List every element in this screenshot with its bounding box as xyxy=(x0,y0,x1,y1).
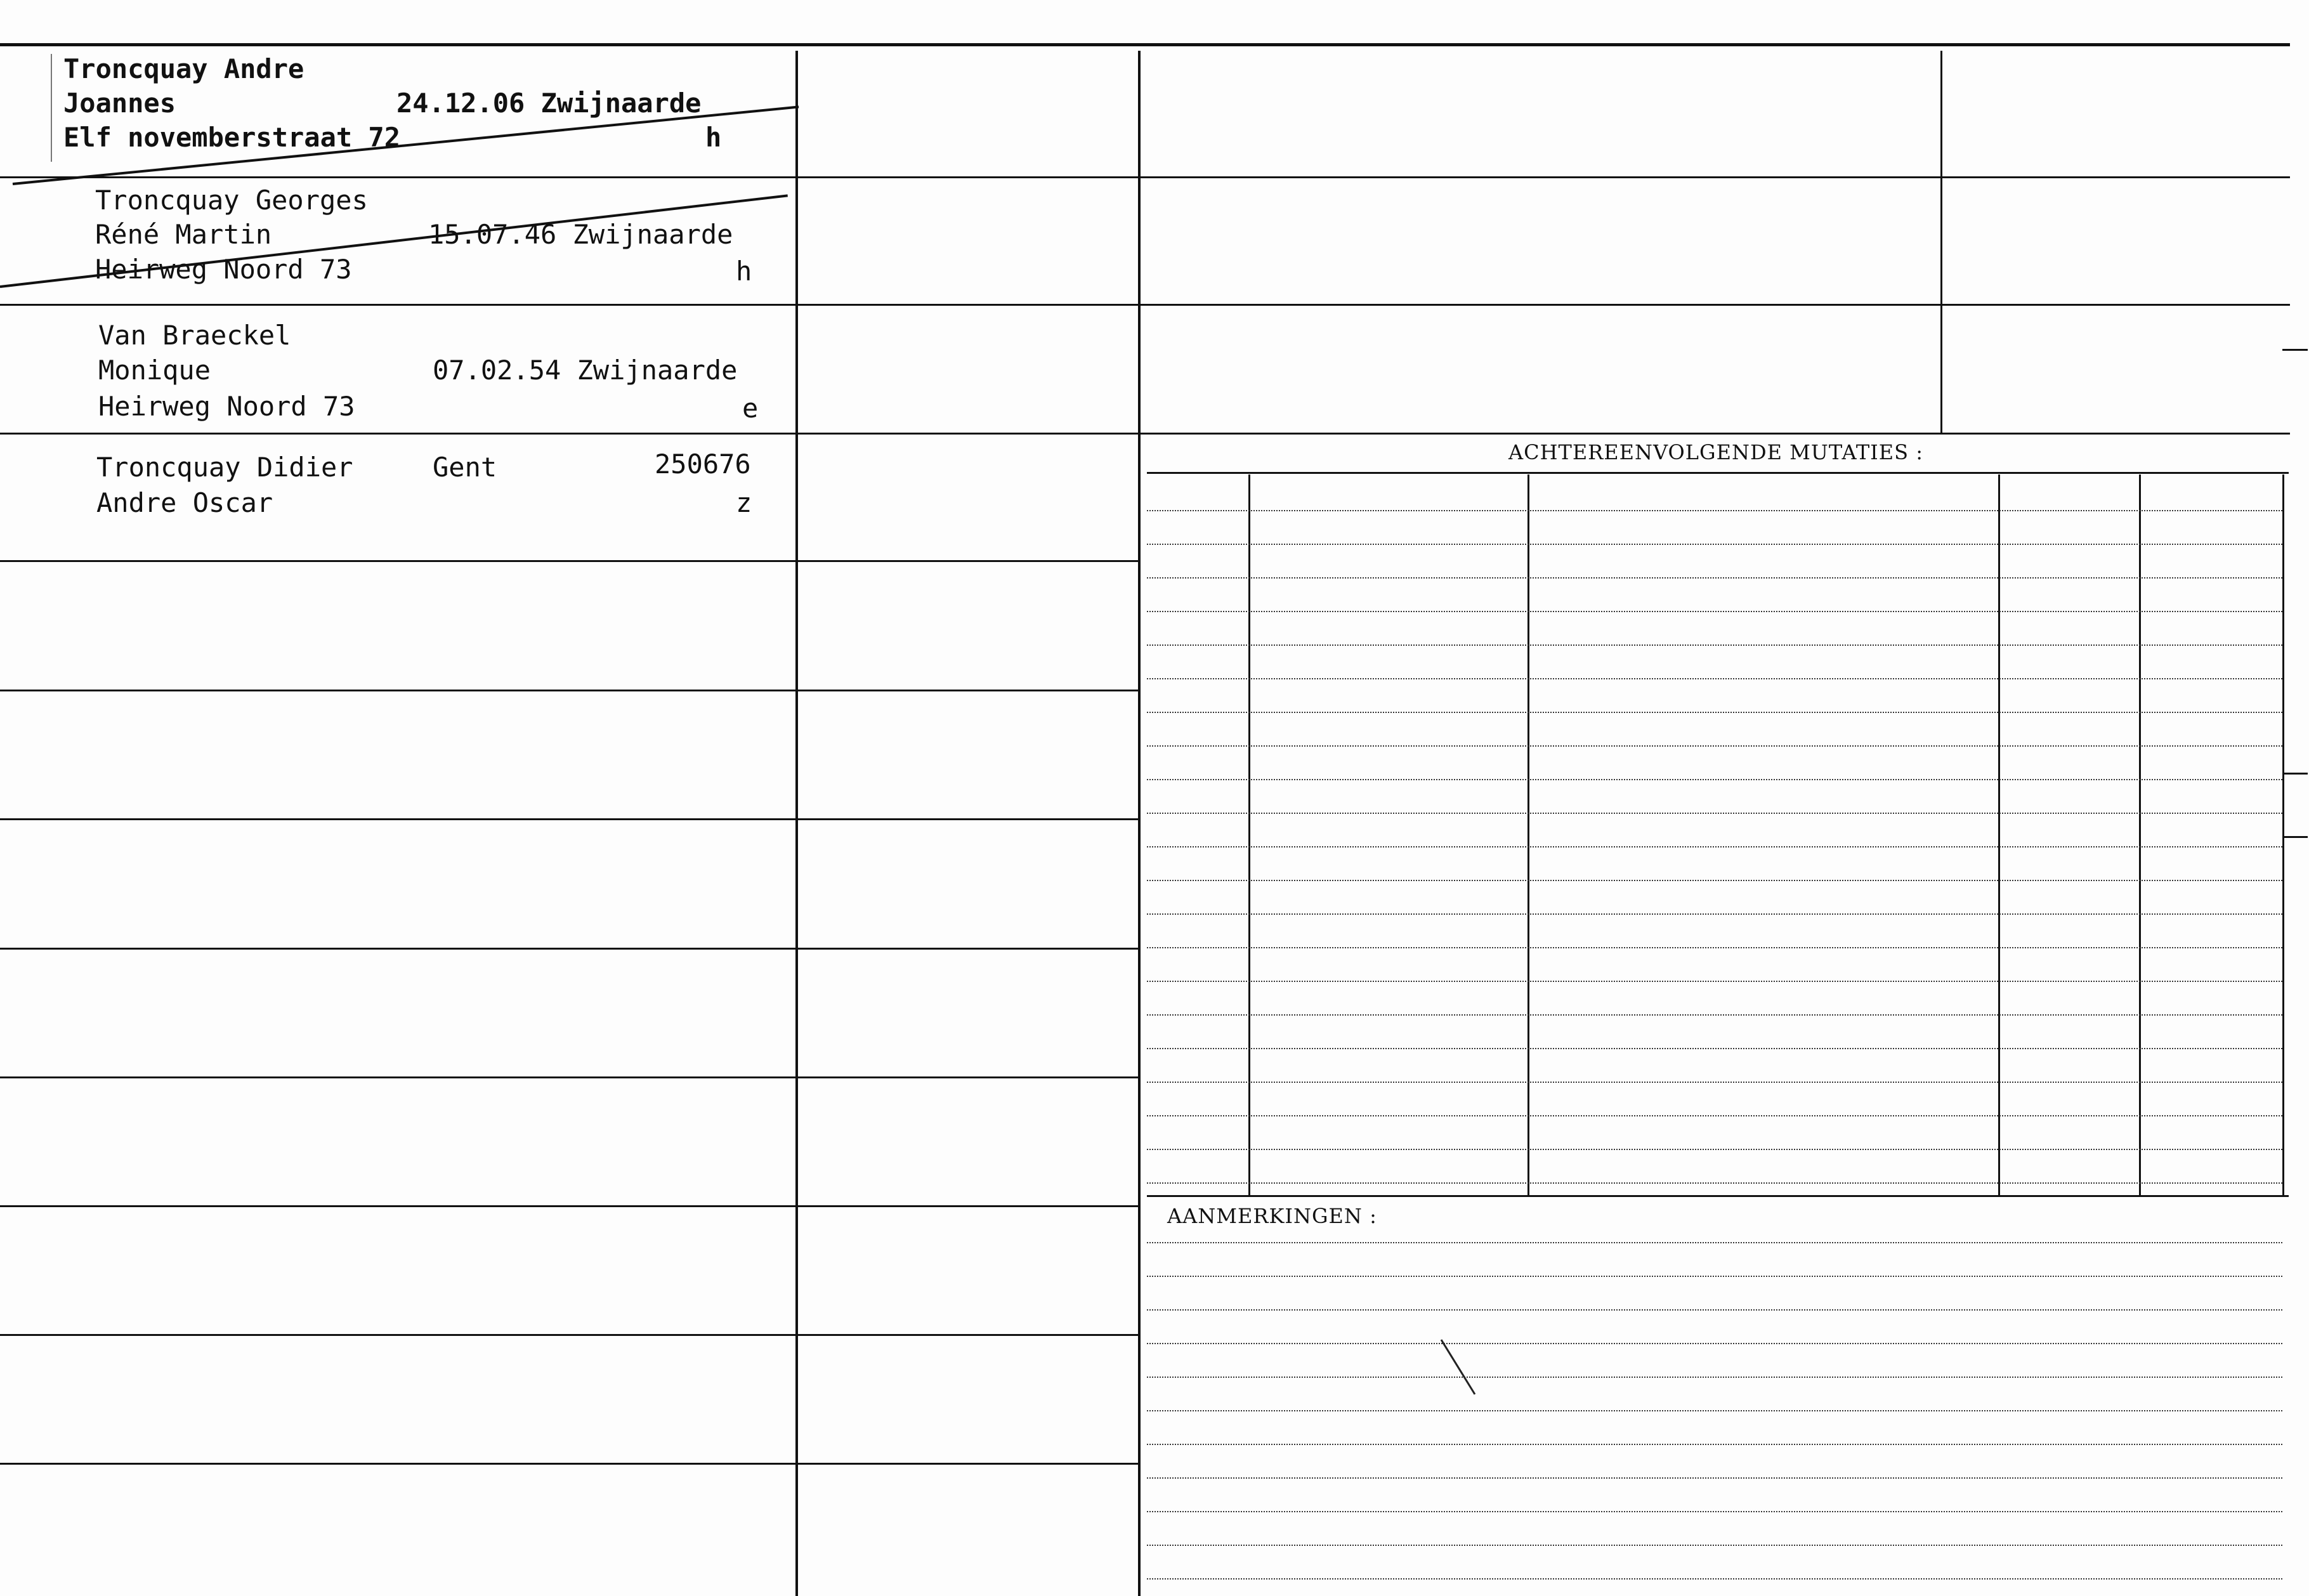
ruled-line xyxy=(1147,1242,2282,1243)
row-line xyxy=(0,1205,795,1207)
row-line xyxy=(798,176,1138,178)
row-line xyxy=(798,560,1138,562)
entry-name: Van Braeckel xyxy=(98,320,291,351)
row-line xyxy=(1141,304,2290,306)
row-line xyxy=(0,1076,795,1078)
ruled-line xyxy=(1147,1276,2282,1277)
entry-number: 250676 xyxy=(655,448,751,480)
entry-3 xyxy=(0,306,797,433)
row-line xyxy=(798,1334,1138,1336)
ruled-line xyxy=(1147,712,2282,713)
row-line xyxy=(2282,349,2308,351)
entry-address: Heirweg Noord 73 xyxy=(98,391,355,422)
entry-1 xyxy=(0,51,797,178)
ruled-line xyxy=(1147,1115,2282,1116)
row-line xyxy=(798,1463,1138,1465)
mutations-title: ACHTEREENVOLGENDE MUTATIES : xyxy=(1508,440,1924,464)
row-line xyxy=(798,1076,1138,1078)
mutations-top-line xyxy=(1147,472,2289,474)
ruled-line xyxy=(1147,745,2282,747)
ruled-line xyxy=(1147,577,2282,579)
ruled-line xyxy=(1147,1545,2282,1546)
entry-given-names: Andre Oscar xyxy=(96,487,273,518)
entry-2 xyxy=(0,179,797,306)
ruled-line xyxy=(1147,1082,2282,1083)
entry-code: e xyxy=(742,393,759,424)
row-line xyxy=(798,1205,1138,1207)
ruled-line xyxy=(1147,1477,2282,1479)
ruled-line xyxy=(1147,544,2282,545)
top-border xyxy=(0,43,2290,46)
ruled-line xyxy=(1147,510,2282,511)
row-line xyxy=(798,948,1138,950)
column-divider-2 xyxy=(1138,51,1141,1596)
entry-given-names: Réné Martin xyxy=(95,219,272,250)
row-line xyxy=(798,818,1138,820)
ruled-line xyxy=(1147,913,2282,915)
entry-name: Troncquay Didier xyxy=(96,452,353,483)
remarks-title: AANMERKINGEN : xyxy=(1167,1204,1377,1228)
row-line xyxy=(0,1463,795,1465)
row-line xyxy=(0,1334,795,1336)
mutations-col-line xyxy=(2282,474,2284,1195)
ruled-line xyxy=(1147,846,2282,847)
entry-given-names: Joannes xyxy=(63,88,176,119)
column-divider-3 xyxy=(1940,51,1942,433)
row-line xyxy=(0,818,795,820)
ruled-line xyxy=(1147,1410,2282,1411)
mutations-col-line xyxy=(2139,474,2141,1195)
ruled-line xyxy=(1147,1182,2282,1184)
row-line xyxy=(798,433,1138,435)
entry-code: h xyxy=(736,256,752,287)
ruled-line xyxy=(1147,880,2282,881)
ruled-line xyxy=(1147,1444,2282,1445)
mutations-col-line xyxy=(1248,474,1250,1195)
row-line xyxy=(1141,433,2290,435)
entry-name: Troncquay Andre xyxy=(63,53,304,84)
ruled-line xyxy=(1147,947,2282,948)
mutations-col-line xyxy=(1527,474,1529,1195)
entry-code: h xyxy=(705,122,722,153)
row-line xyxy=(0,690,795,691)
ruled-line xyxy=(1147,813,2282,814)
entry-code: z xyxy=(736,487,752,518)
entry-address: Elf novemberstraat 72 xyxy=(63,122,401,153)
ruled-line xyxy=(1147,1149,2282,1150)
row-line xyxy=(2282,773,2308,775)
entry-place: Gent xyxy=(433,452,497,483)
entry-birth: 07.02.54 Zwijnaarde xyxy=(433,355,738,386)
ruled-line xyxy=(1147,779,2282,780)
entry-given-names: Monique xyxy=(98,355,211,386)
row-line xyxy=(2282,836,2308,838)
ruled-line xyxy=(1147,611,2282,612)
margin-bracket xyxy=(51,54,52,162)
ruled-line xyxy=(1147,1309,2282,1311)
mutations-col-line xyxy=(1998,474,2000,1195)
ruled-line xyxy=(1147,1014,2282,1016)
pen-mark xyxy=(1440,1338,1478,1396)
mutations-bottom-line xyxy=(1147,1195,2289,1197)
ruled-line xyxy=(1147,1048,2282,1049)
entry-birth: 15.07.46 Zwijnaarde xyxy=(428,219,733,250)
ruled-line xyxy=(1147,678,2282,679)
ruled-line xyxy=(1147,1578,2282,1580)
entry-address: Heirweg Noord 73 xyxy=(95,254,352,285)
row-line xyxy=(0,948,795,950)
ruled-line xyxy=(1147,981,2282,982)
entry-birth: 24.12.06 Zwijnaarde xyxy=(396,88,702,119)
row-line xyxy=(1141,176,2290,178)
ruled-line xyxy=(1147,1511,2282,1512)
row-line xyxy=(798,304,1138,306)
ruled-line xyxy=(1147,1377,2282,1378)
ruled-line xyxy=(1147,1343,2282,1344)
row-line xyxy=(798,690,1138,691)
entry-name: Troncquay Georges xyxy=(95,185,368,216)
ruled-line xyxy=(1147,644,2282,646)
entry-4 xyxy=(0,435,797,562)
